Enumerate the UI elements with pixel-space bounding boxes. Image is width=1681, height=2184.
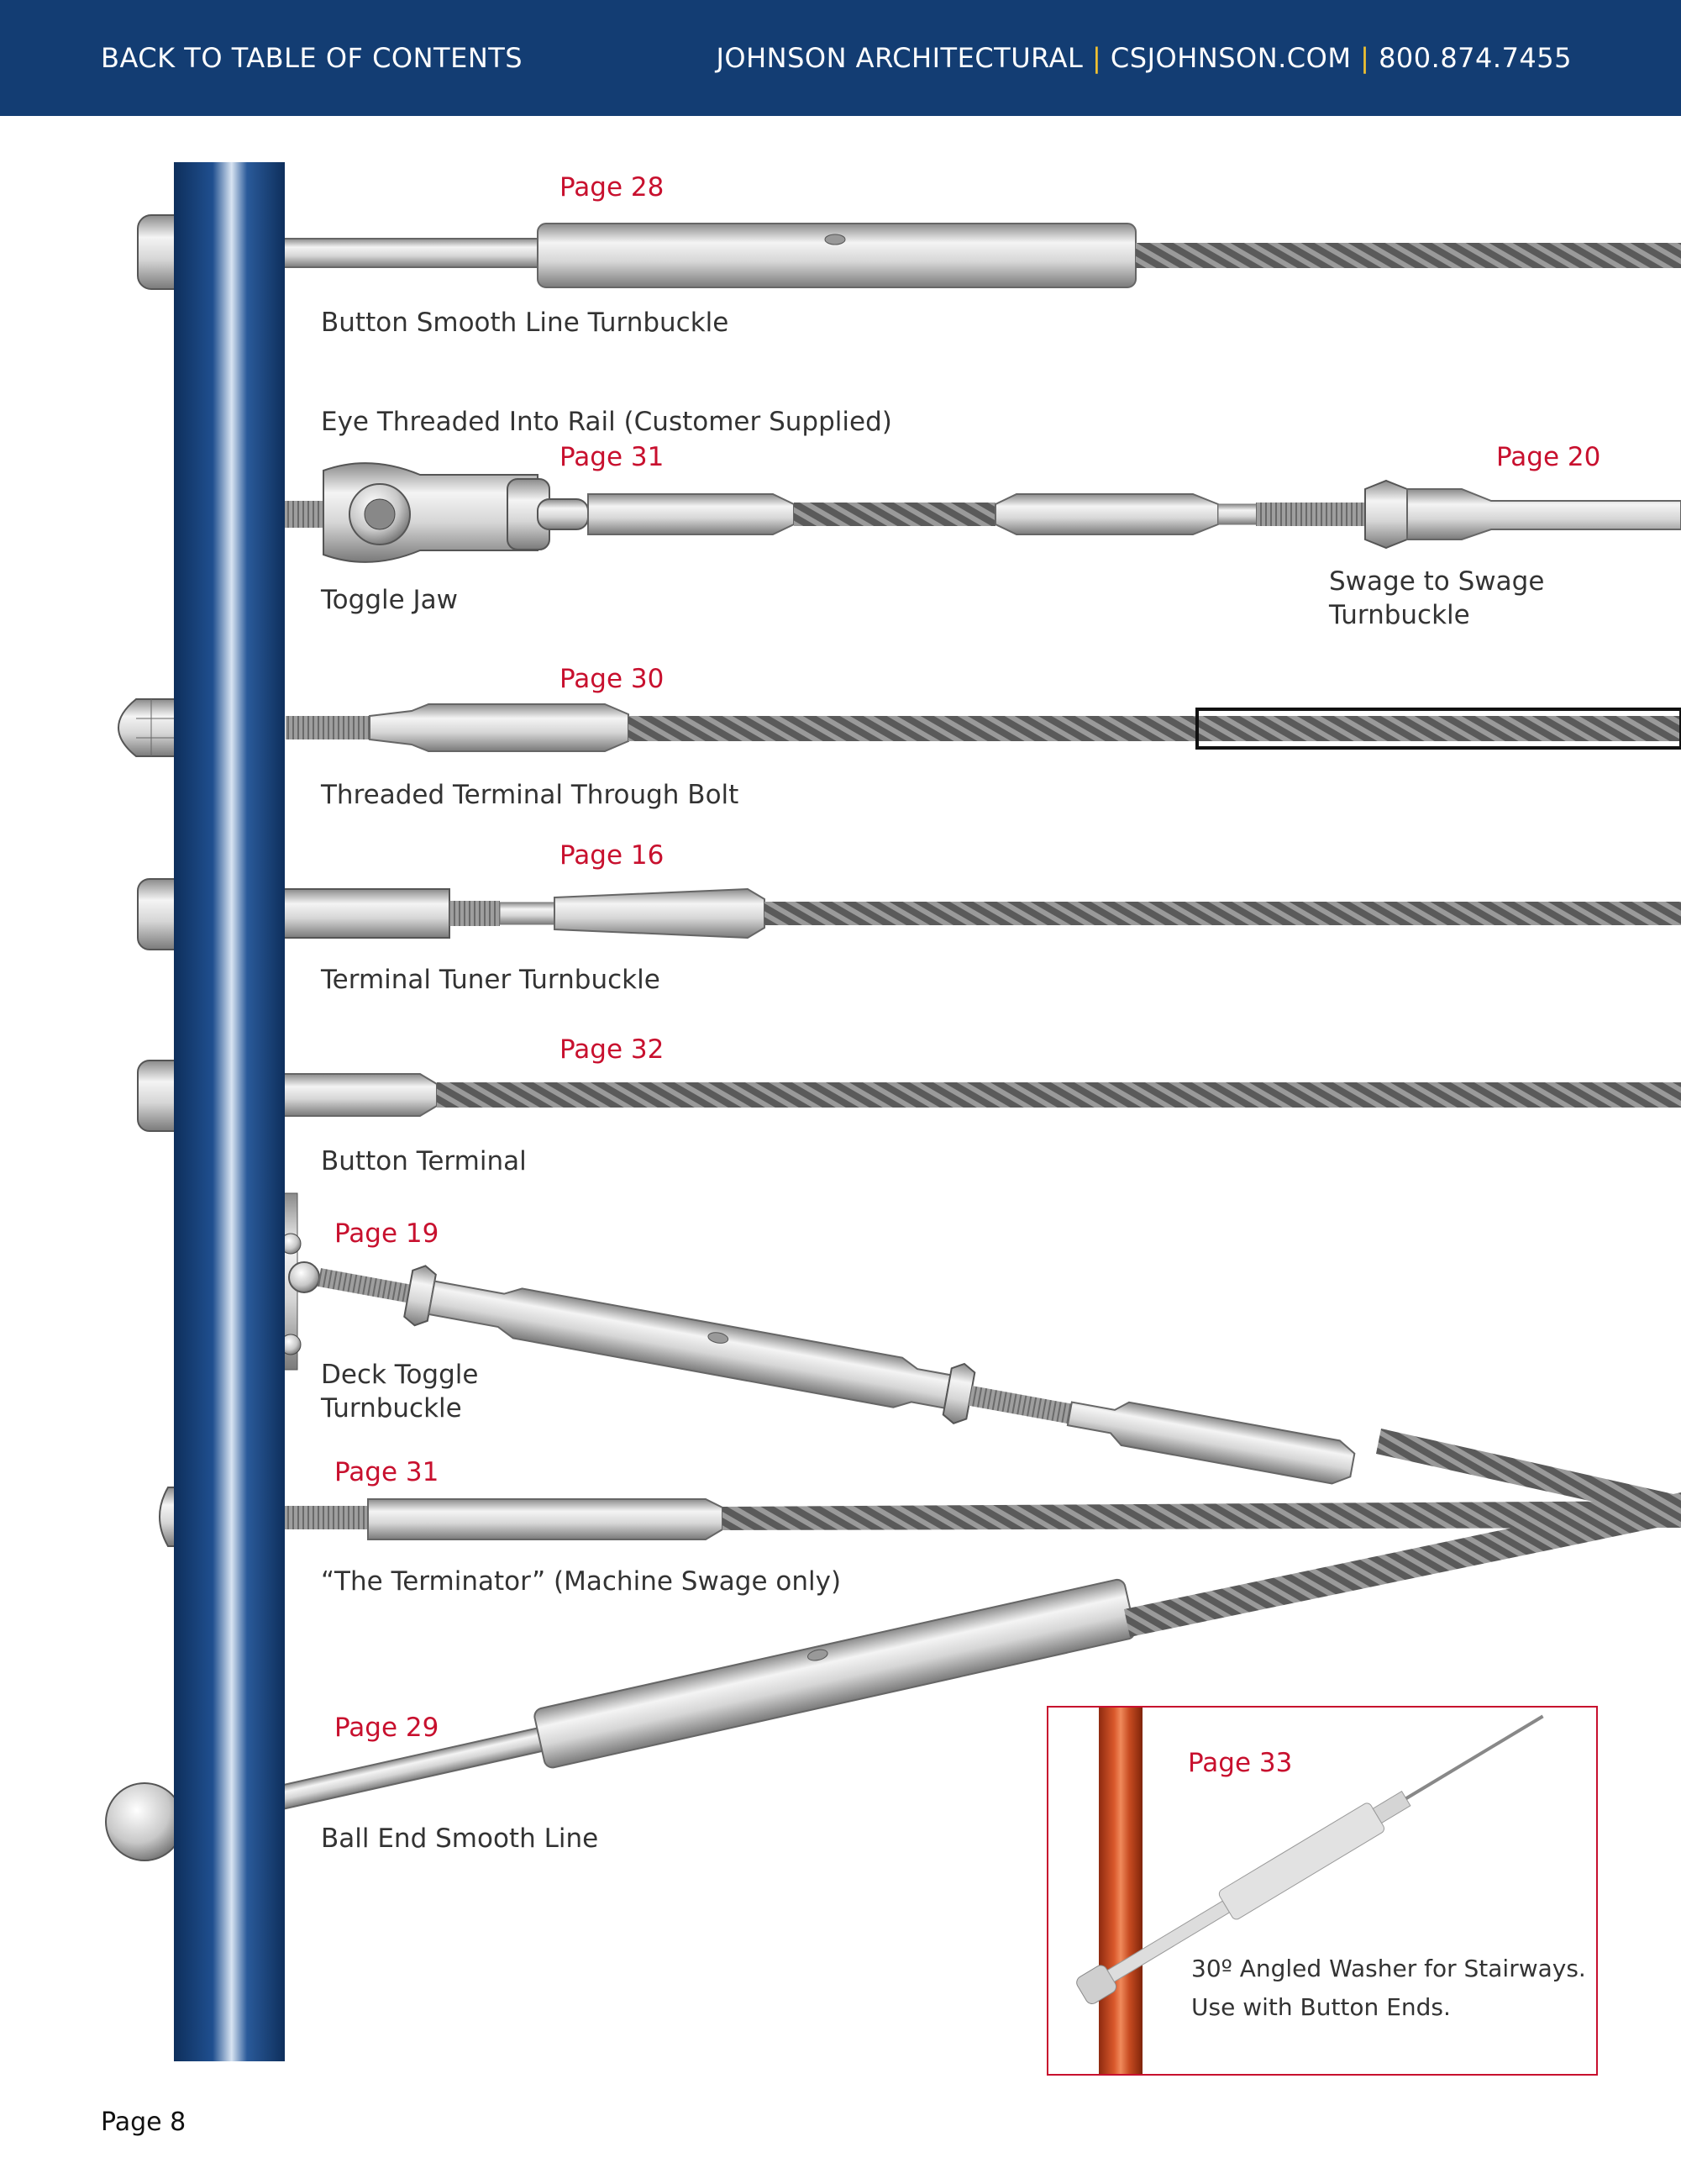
caption-terminator: “The Terminator” (Machine Swage only) [321, 1566, 842, 1597]
caption-button-terminal: Button Terminal [321, 1146, 527, 1176]
inset-caption [1191, 1950, 1586, 2027]
caption-threaded-terminal-through-bolt: Threaded Terminal Through Bolt [321, 780, 739, 810]
blue-post [174, 162, 285, 2061]
deck-toggle-turnbuckle [281, 1193, 1681, 1521]
page-ref-16[interactable]: Page 16 [559, 840, 665, 871]
separator-2: | [1360, 42, 1370, 74]
page-ref-20[interactable]: Page 20 [1496, 442, 1601, 472]
terminal-tuner-turnbuckle [138, 879, 1681, 950]
terminator-fitting [160, 1487, 1681, 1546]
page-ref-19[interactable]: Page 19 [334, 1218, 439, 1249]
caption-eye-threaded-into-rail: Eye Threaded Into Rail (Customer Supplied) [321, 407, 892, 437]
angled-washer-inset [1047, 1706, 1598, 2076]
threaded-terminal-through-bolt [118, 699, 1681, 756]
button-terminal [138, 1060, 1681, 1131]
page-ref-29[interactable]: Page 29 [334, 1713, 439, 1743]
page-ref-31-toggle-jaw[interactable]: Page 31 [559, 442, 665, 472]
page-ref-30[interactable]: Page 30 [559, 664, 665, 694]
page-ref-28[interactable]: Page 28 [559, 172, 665, 203]
page-ref-31-terminator[interactable]: Page 31 [334, 1457, 439, 1487]
website-link[interactable]: CSJOHNSON.COM [1110, 42, 1352, 74]
caption-ball-end-smooth-line: Ball End Smooth Line [321, 1824, 599, 1854]
inset-caption-line2: Use with Button Ends. [1191, 1993, 1451, 2021]
button-smooth-line-turnbuckle [138, 215, 1681, 289]
page-number: Page 8 [101, 2108, 186, 2137]
caption-terminal-tuner-turnbuckle: Terminal Tuner Turnbuckle [321, 965, 660, 995]
inset-caption-line1: 30º Angled Washer for Stairways. [1191, 1955, 1586, 1982]
toggle-jaw-assembly [277, 463, 1681, 562]
phone-number: 800.874.7455 [1379, 42, 1572, 74]
caption-deck-toggle-line1: Deck Toggle [321, 1360, 479, 1390]
company-name: JOHNSON ARCHITECTURAL [716, 42, 1084, 74]
inset-page-ref-33[interactable]: Page 33 [1188, 1748, 1293, 1778]
separator-1: | [1091, 42, 1102, 74]
caption-deck-toggle-line2: Turnbuckle [321, 1393, 462, 1424]
caption-button-smooth-line-turnbuckle: Button Smooth Line Turnbuckle [321, 308, 729, 338]
page-ref-32[interactable]: Page 32 [559, 1034, 665, 1065]
caption-swage-to-swage-turnbuckle: Swage to Swage Turnbuckle [1329, 566, 1545, 630]
caption-toggle-jaw: Toggle Jaw [321, 585, 459, 615]
back-to-contents-link[interactable]: BACK TO TABLE OF CONTENTS [101, 42, 523, 74]
